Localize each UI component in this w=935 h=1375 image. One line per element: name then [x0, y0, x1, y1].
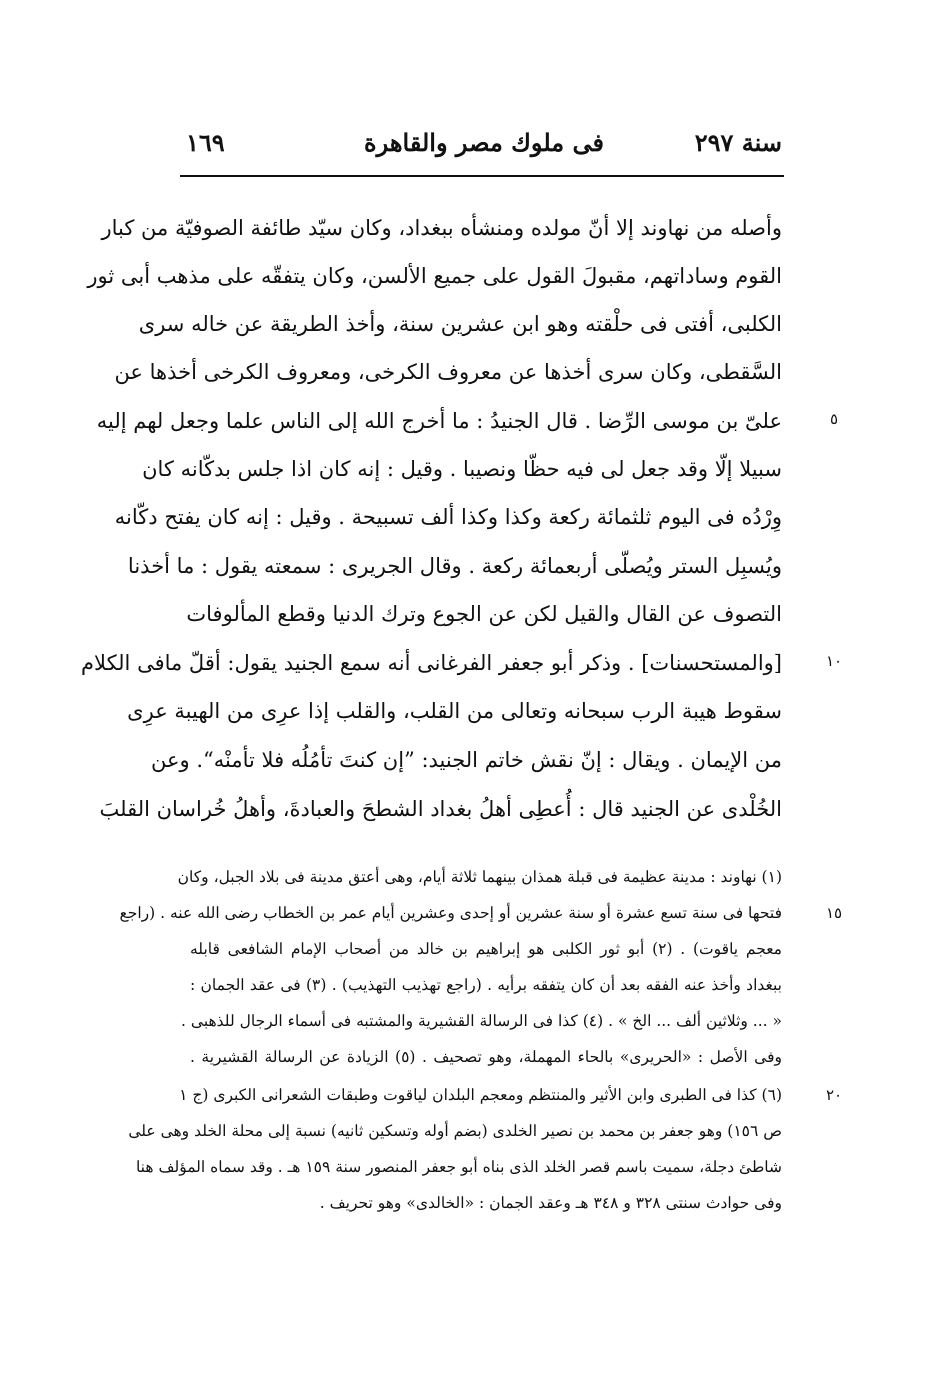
footnote-line: ص ١٥٦) وهو جعفر بن محمد بن نصير الخلدى (بضم أوله وتسكين ثانيه) نسبة إلى محلة الخلد وهى على: [128, 1122, 782, 1140]
body-line: [والمستحسنات] . وذكر أبو جعفر الفرغانى أنه سمع الجنيد يقول: أقلّ مافى الكلام: [81, 651, 782, 675]
line-number-15: ١٥: [825, 904, 843, 922]
body-line: وِرْدُه فى اليوم ثلثمائة ركعة وكذا وكذا ألف تسبيحة . وقيل : إنه كان يفتح دكّانه: [114, 505, 782, 529]
body-line: القوم وساداتهم، مقبولَ القول على جميع الألسن، وكان يتفقّه على مذهب أبى ثور: [87, 264, 782, 288]
footnote-line: « ... وثلاثين ألف ... الخ » . (٤) كذا فى الرسالة القشيرية والمشتبه فى أسماء الرجال للذهبى .: [181, 1012, 782, 1030]
footnote-line: (١) نهاوند : مدينة عظيمة فى قبلة همذان بينهما ثلاثة أيام، وهى أعتق مدينة فى بلاد الجبل، وكان: [177, 868, 782, 886]
body-line: الكلبى، أفتى فى حلْقته وهو ابن عشرين سنة، وأخذ الطريقة عن خاله سرى: [138, 312, 782, 336]
body-line: سبيلا إلّا وقد جعل لى فيه حظّا ونصيبا . وقيل : إنه كان اذا جلس بدكّانه كان: [142, 457, 782, 481]
body-line: ويُسبِل الستر ويُصلّى أربعمائة ركعة . وقال الجريرى : سمعته يقول : ما أخذنا: [127, 554, 782, 578]
footnote-line: (٦) كذا فى الطبرى وابن الأثير والمنتظم ومعجم البلدان لياقوت وطبقات الشعرانى الكبرى (ج ١: [179, 1086, 782, 1104]
header-year: سنة ٢٩٧: [694, 128, 782, 157]
body-line: وأصله من نهاوند إلا أنّ مولده ومنشأه ببغداد، وكان سيّد طائفة الصوفيّة من كبار: [101, 216, 782, 240]
header-rule: [180, 175, 784, 177]
footnote-line: فتحها فى سنة تسع عشرة أو سنة عشرين أو إحدى وعشرين أيام عمر بن الخطاب رضى الله عنه . (راجع: [119, 904, 782, 922]
footnote-line: وفى حوادث سنتى ٣٢٨ و ٣٤٨ هـ وعقد الجمان : «الخالدى» وهو تحريف .: [319, 1194, 782, 1212]
line-number-20: ٢٠: [825, 1086, 843, 1104]
body-line: سقوط هيبة الرب سبحانه وتعالى من القلب، والقلب إذا عرِى من الهيبة عرِى: [127, 699, 782, 723]
footnote-line: معجم ياقوت) . (٢) أبو ثور الكلبى هو إبراهيم بن خالد من أصحاب الإمام الشافعى قابله: [190, 940, 782, 958]
body-line: علىّ بن موسى الرِّضا . قال الجنيدُ : ما أخرج الله إلى الناس علما وجعل لهم إليه: [96, 409, 782, 433]
line-number-5: ٥: [829, 410, 839, 428]
running-header: [186, 128, 782, 172]
footnote-line: ببغداد وأخذ عنه الفقه بعد أن كان يتفقه برأيه . (راجع تهذيب التهذيب) . (٣) فى عقد الجمان :: [190, 976, 782, 994]
line-number-10: ١٠: [825, 652, 843, 670]
body-line: الخُلْدى عن الجنيد قال : أُعطِى أهلُ بغداد الشطحَ والعبادةَ، وأهلُ خُراسان القلبَ: [99, 797, 782, 821]
header-title: فى ملوك مصر والقاهرة: [364, 128, 604, 157]
body-line: من الإيمان . ويقال : إنّ نقش خاتم الجنيد: ”إن كنتَ تأمُلُه فلا تأمنْه“. وعن: [151, 748, 782, 772]
footnote-line: وفى الأصل : «الحريرى» بالحاء المهملة، وهو تصحيف . (٥) الزيادة عن الرسالة القشيرية .: [190, 1048, 782, 1066]
body-line: السَّقطى، وكان سرى أخذها عن معروف الكرخى، ومعروف الكرخى أخذها عن: [114, 360, 782, 384]
footnote-line: شاطئ دجلة، سميت باسم قصر الخلد الذى بناه أبو جعفر المنصور سنة ١٥٩ هـ . وقد سماه المؤلف هنا: [135, 1158, 782, 1176]
page-number: ١٦٩: [186, 128, 225, 157]
body-line: التصوف عن القال والقيل لكن عن الجوع وترك الدنيا وقطع المألوفات: [186, 602, 782, 626]
